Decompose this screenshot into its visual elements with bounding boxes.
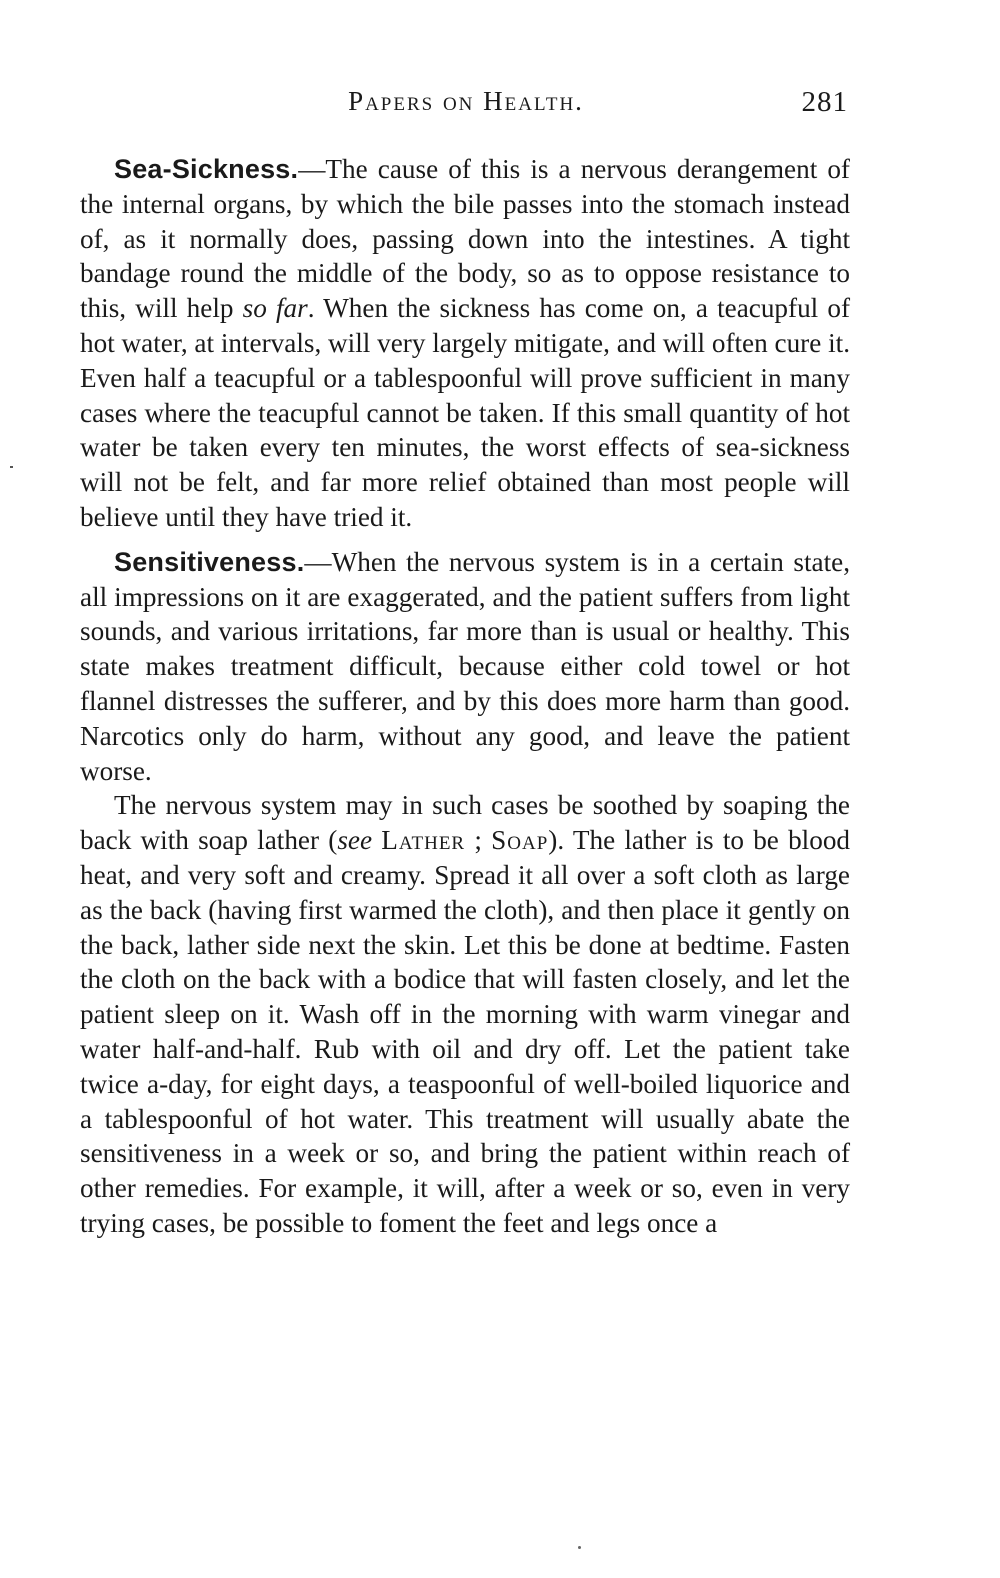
sea-sickness-text-b: . When the sickness has come on, a teacupful of hot water, at intervals, will very largely mitigate, and will often cure it. Even half a teacupful or a tablespoonful will prove sufficient in many cases where the teacupful cannot be taken. If this small quantity of hot water be taken every ten minutes, the worst effects of sea-sickness will not be felt, and far more relief obtained than most people will believe until they have tried it.	[80, 293, 851, 532]
continuation-text-a: The nervous system may in such cases be soothed by soaping the back with soap lather (	[80, 790, 850, 856]
entry-heading-sensitiveness: Sensitiveness.	[114, 546, 305, 577]
bottom-speck	[578, 1546, 581, 1549]
cross-reference-soap: Soap	[491, 825, 549, 856]
continuation-text-b: ). The lather is to be blood heat, and very soft and creamy. Spread it all over a soft cloth as large as the back (having first warmed the cloth), and then place it gently on the back, lather side next the skin. Let this be done at bedtime. Fasten the cloth on the back with a bodice that will fasten closely, and let the patient sleep on it. Wash off in the morning with warm vinegar and water half-and-half. Rub with oil and dry off. Let the patient take twice a-day, for eight days, a teaspoonful of well-boiled liquorice and a tablespoonful of hot water. This treatment will usually abate the sensitiveness in a week or so, and bring the patient within reach of other remedies. For example, it will, after a week or so, even in very trying cases, be possible to foment the feet and legs once a	[80, 825, 851, 1238]
running-title: Papers on Health.	[348, 86, 584, 116]
running-header	[80, 86, 852, 122]
page-number: 281	[801, 86, 848, 118]
sea-sickness-emphasis: so far	[242, 293, 308, 324]
sensitiveness-text: —When the nervous system is in a certain state, all impressions on it are exaggerated, and the patient suffers from light sounds, and various irritations, far more than is usual or healthy. This state makes treatment difficult, because either cold towel or hot flannel distresses the sufferer, and by this does more harm than good. Narcotics only do harm, without any good, and leave the patient worse.	[80, 546, 850, 786]
paragraph-sensitiveness	[80, 545, 850, 789]
paragraph-sea-sickness	[80, 152, 850, 535]
sea-sickness-text-a: —The cause of this is a nervous derangement of the internal organs, by which the bile passes into the stomach instead of, as it normally does, passing down into the intestines. A tight bandage round the middle of the body, so as to oppose resistance to this, will help	[80, 154, 850, 324]
paragraph-continuation	[80, 788, 850, 1240]
entry-heading-sea-sickness: Sea-Sickness.	[114, 154, 299, 184]
cross-reference-separator: ;	[465, 825, 492, 856]
cross-reference-lather: Lather	[381, 825, 466, 856]
body-text	[80, 152, 850, 1241]
margin-speck	[10, 466, 13, 468]
see-reference-label: see	[337, 825, 373, 856]
